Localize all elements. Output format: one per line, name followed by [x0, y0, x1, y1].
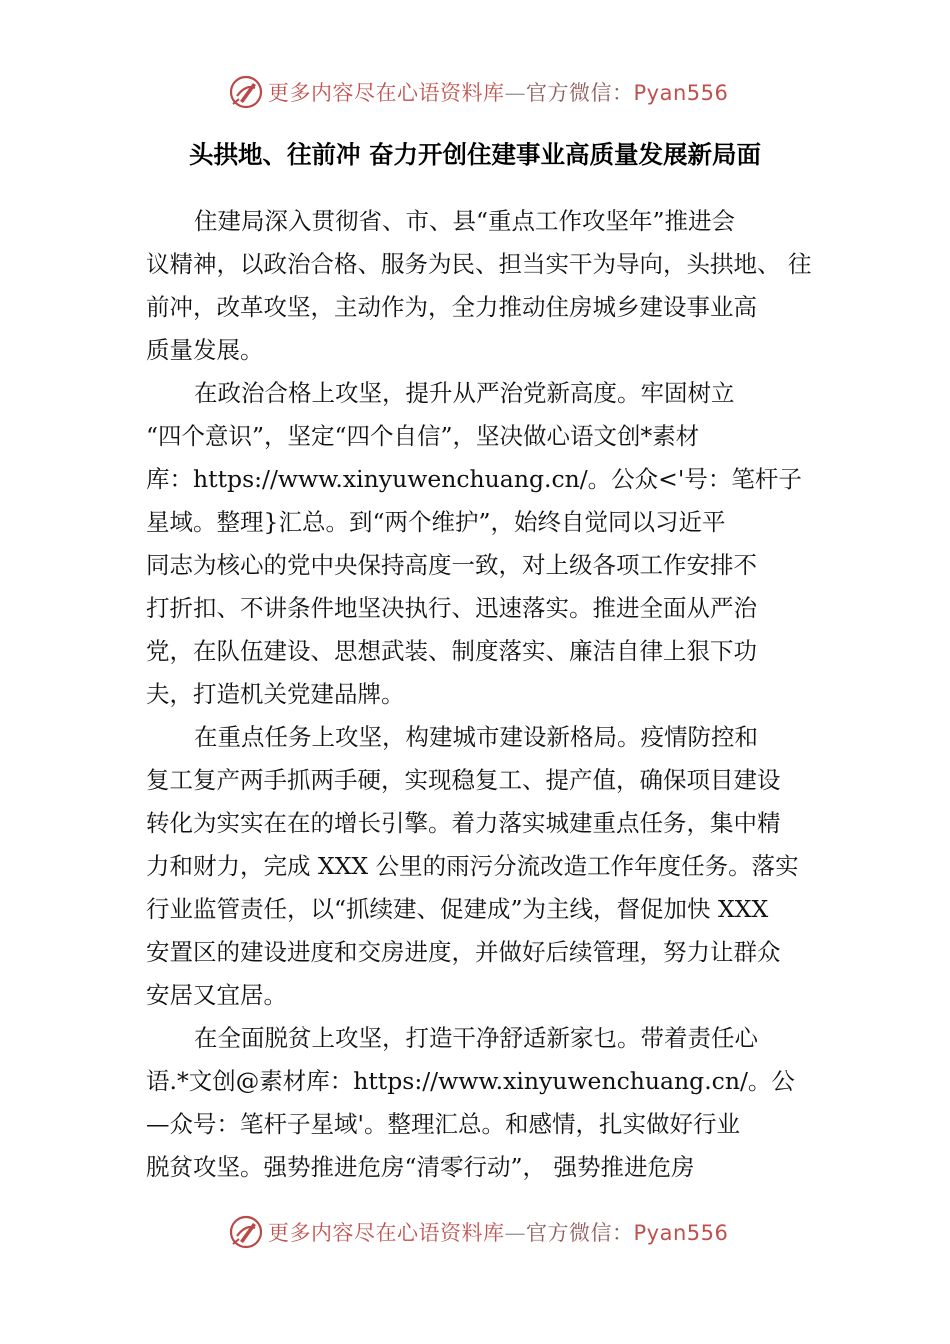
text-line: 前冲，改革攻坚，主动作为，全力推动住房城乡建设事业高 — [146, 293, 757, 321]
text-line: 夫，打造机关党建品牌。 — [146, 680, 405, 708]
text-line: 同志为核心的党中央保持高度一致，对上级各项工作安排不 — [146, 551, 757, 579]
text-line: “四个意识”，坚定“四个自信”，坚决做心语文创*素材 — [146, 422, 700, 450]
text-line: 安居又宜居。 — [146, 981, 287, 1009]
text-line: 库：https://www.xinyuwenchuang.cn/。公众<'号：笔杆子 — [146, 465, 802, 493]
text-line: 住建局深入贯彻省、市、县“重点工作攻坚年”推进会 — [194, 207, 736, 235]
text-line: 在重点任务上攻坚，构建城市建设新格局。疫情防控和 — [194, 723, 758, 751]
text-line: 力和财力，完成 XXX 公里的雨污分流改造工作年度任务。落实 — [146, 852, 799, 880]
text-line: 议精神，以政治合格、服务为民、担当实干为导向，头拱地、 往 — [146, 250, 812, 278]
text-line: —众号：笔杆子星域'。整理汇总。和感情，扎实做好行业 — [146, 1110, 740, 1138]
document-body — [146, 200, 826, 1189]
text-line: 在全面脱贫上攻坚，打造干净舒适新家乜。带着责任心 — [194, 1024, 758, 1052]
text-line: 脱贫攻坚。强势推进危房“清零行动”， 强势推进危房 — [146, 1153, 695, 1181]
text-line: 安置区的建设进度和交房进度，并做好后续管理，努力让群众 — [146, 938, 781, 966]
watermark-banner-bottom — [228, 1212, 728, 1252]
text-line: 星域。整理}汇总。到“两个维护”，始终自觉同以习近平 — [146, 508, 726, 536]
pen-logo-icon — [228, 74, 264, 110]
text-line: 复工复产两手抓两手硬，实现稳复工、提产值，确保项目建设 — [146, 766, 781, 794]
text-line: 质量发展。 — [146, 336, 264, 364]
text-line: 在政治合格上攻坚，提升从严治党新高度。牢固树立 — [194, 379, 735, 407]
pen-logo-icon — [228, 1214, 264, 1250]
watermark-banner-top — [228, 72, 728, 112]
text-line: 打折扣、不讲条件地坚决执行、迅速落实。推进全面从严治 — [146, 594, 757, 622]
document-title: 头拱地、往前冲 奋力开创住建事业高质量发展新局面 — [188, 140, 762, 169]
watermark-text: 更多内容尽在心语资料库—官方微信：Pyan556 — [268, 81, 729, 105]
watermark-text: 更多内容尽在心语资料库—官方微信：Pyan556 — [268, 1221, 729, 1245]
text-line: 语.*文创@素材库：https://www.xinyuwenchuang.cn/。公 — [146, 1067, 795, 1095]
text-line: 党，在队伍建设、思想武装、制度落实、廉洁自律上狠下功 — [146, 637, 757, 665]
text-line: 行业监管责任，以“抓续建、促建成”为主线，督促加快 XXX — [146, 895, 769, 923]
text-line: 转化为实实在在的增长引擎。着力落实城建重点任务，集中精 — [146, 809, 781, 837]
